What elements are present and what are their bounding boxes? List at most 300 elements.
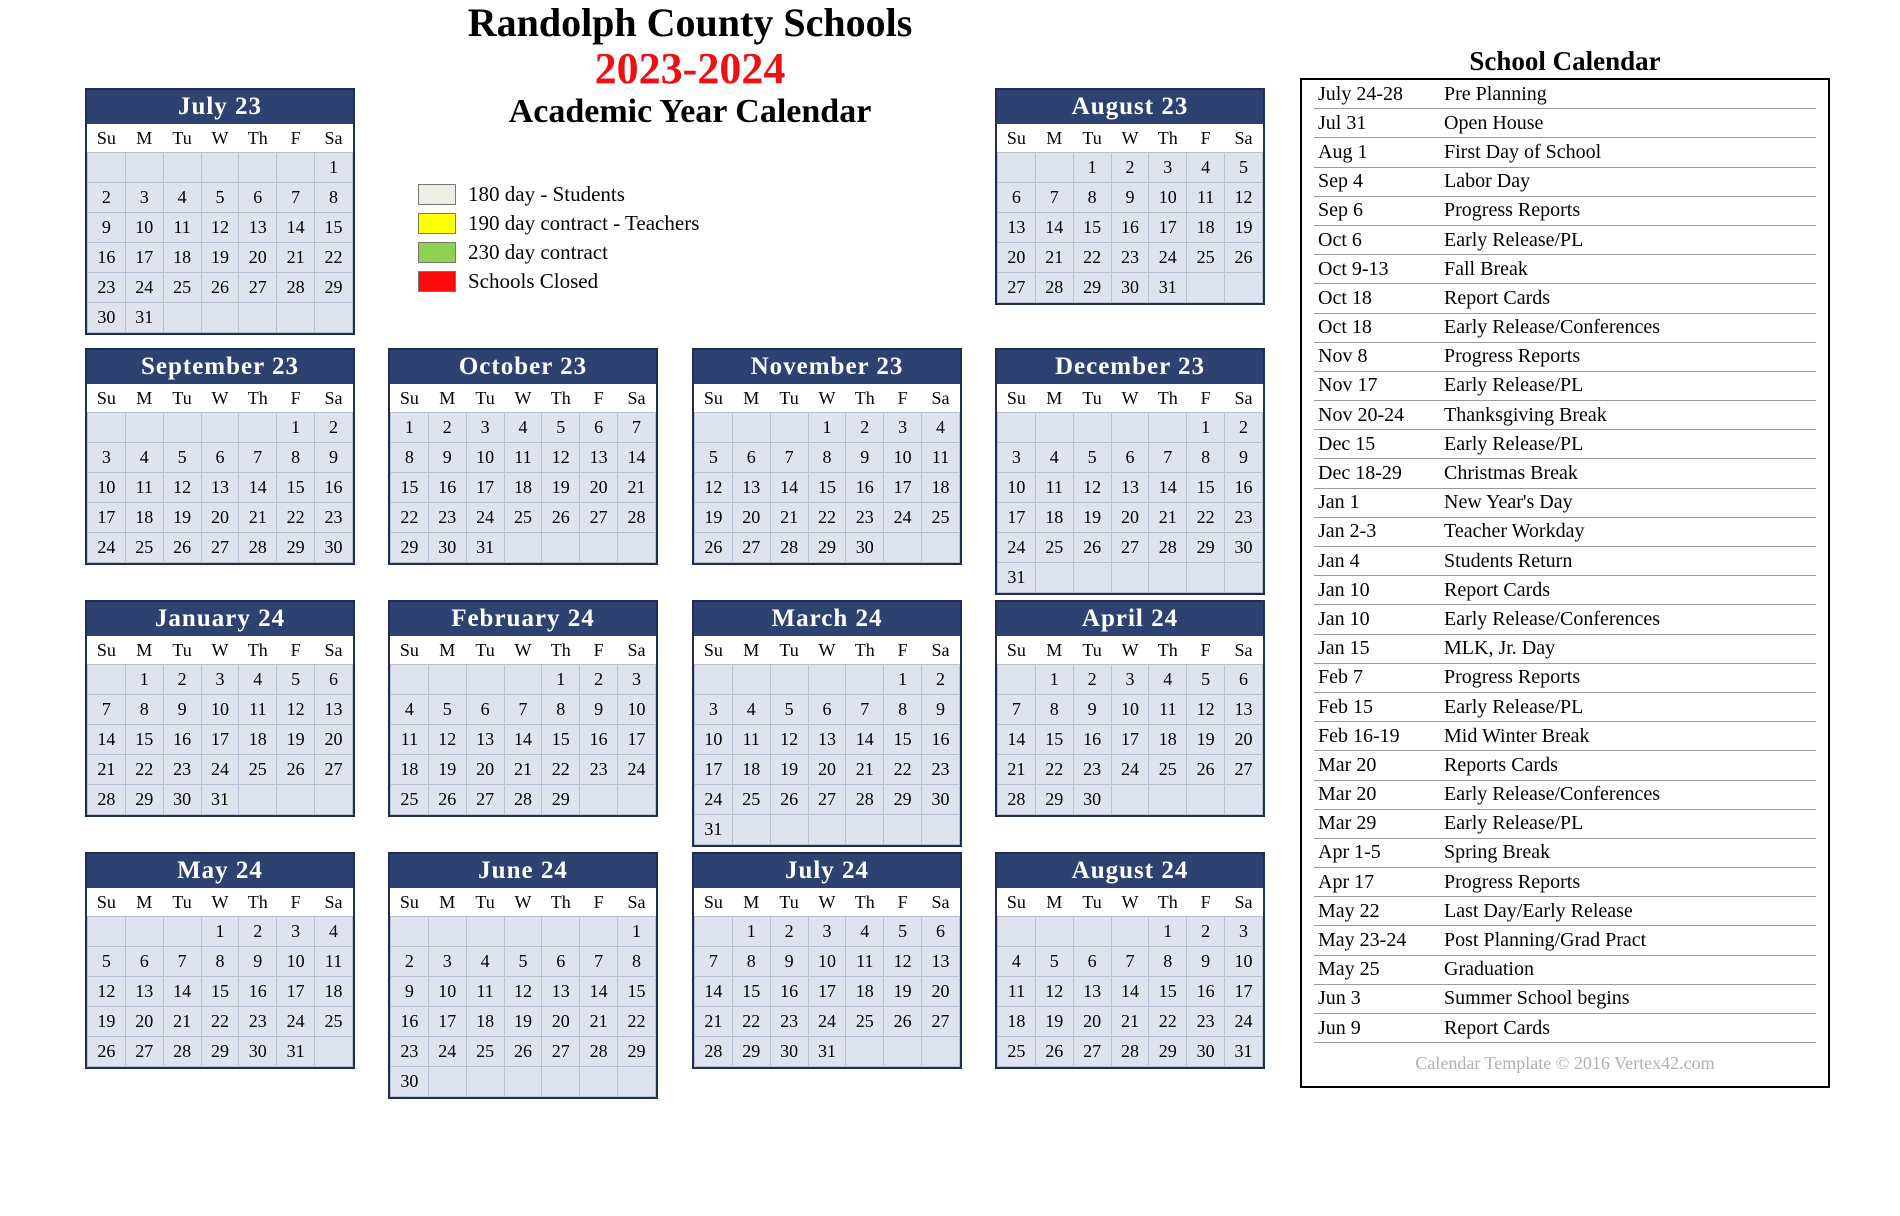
day-cell: 15 [732, 977, 770, 1007]
day-cell: 21 [846, 755, 884, 785]
week-row [88, 533, 353, 563]
day-cell: 1 [884, 665, 922, 695]
month-title: November 23 [694, 350, 960, 384]
month-block [995, 852, 1265, 1069]
event-list [1302, 80, 1828, 1043]
day-cell: 22 [808, 503, 846, 533]
day-cell: 27 [125, 1037, 163, 1067]
day-cell: 11 [466, 977, 504, 1007]
week-row [998, 563, 1263, 593]
empty-cell [580, 1067, 618, 1097]
month-title: July 23 [87, 90, 353, 124]
event-description: Mid Winter Break [1444, 724, 1590, 747]
week-row [695, 977, 960, 1007]
legend-swatch [418, 213, 456, 234]
week-row [88, 1037, 353, 1067]
day-cell: 24 [1111, 755, 1149, 785]
empty-cell [277, 785, 315, 815]
empty-cell [125, 917, 163, 947]
empty-cell [695, 665, 733, 695]
day-cell: 4 [1035, 443, 1073, 473]
week-row [695, 695, 960, 725]
empty-cell [201, 153, 239, 183]
weekday-header: Th [542, 636, 580, 665]
day-cell: 20 [125, 1007, 163, 1037]
weekday-header: Th [846, 384, 884, 413]
day-cell: 18 [846, 977, 884, 1007]
day-cell: 28 [998, 785, 1036, 815]
event-description: Students Return [1444, 549, 1573, 572]
day-cell: 15 [391, 473, 429, 503]
day-cell: 6 [1073, 947, 1111, 977]
day-cell: 26 [88, 1037, 126, 1067]
weekday-header: W [201, 888, 239, 917]
day-cell: 3 [125, 183, 163, 213]
day-cell: 10 [808, 947, 846, 977]
event-date: Mar 20 [1318, 783, 1377, 806]
event-date: Oct 18 [1318, 316, 1372, 339]
day-cell: 25 [846, 1007, 884, 1037]
day-cell: 3 [884, 413, 922, 443]
page-header [380, 0, 1000, 132]
day-cell: 11 [1149, 695, 1187, 725]
day-cell: 3 [998, 443, 1036, 473]
empty-cell [1111, 413, 1149, 443]
event-description: First Day of School [1444, 140, 1602, 163]
day-cell: 13 [1225, 695, 1263, 725]
empty-cell [391, 917, 429, 947]
day-cell: 3 [277, 917, 315, 947]
day-cell: 17 [428, 1007, 466, 1037]
day-cell: 3 [808, 917, 846, 947]
day-cell: 20 [922, 977, 960, 1007]
day-cell: 30 [315, 533, 353, 563]
weekday-header: Sa [315, 888, 353, 917]
day-cell: 7 [88, 695, 126, 725]
week-row [391, 977, 656, 1007]
day-cell: 8 [1149, 947, 1187, 977]
week-row [88, 273, 353, 303]
day-cell: 17 [884, 473, 922, 503]
day-cell: 4 [846, 917, 884, 947]
day-cell: 21 [770, 503, 808, 533]
day-cell: 27 [732, 533, 770, 563]
day-cell: 27 [239, 273, 277, 303]
day-cell: 9 [428, 443, 466, 473]
day-cell: 27 [542, 1037, 580, 1067]
day-cell: 10 [1149, 183, 1187, 213]
day-cell: 1 [1073, 153, 1111, 183]
empty-cell [695, 917, 733, 947]
weekday-header: W [1111, 124, 1149, 153]
day-cell: 24 [695, 785, 733, 815]
month-title: December 23 [997, 350, 1263, 384]
legend-item [418, 267, 699, 296]
month-table [87, 636, 353, 815]
day-cell: 21 [580, 1007, 618, 1037]
week-row [998, 665, 1263, 695]
day-cell: 30 [163, 785, 201, 815]
weekday-header: Tu [163, 636, 201, 665]
day-cell: 21 [239, 503, 277, 533]
empty-cell [770, 665, 808, 695]
month-title: July 24 [694, 854, 960, 888]
day-cell: 8 [732, 947, 770, 977]
day-cell: 13 [315, 695, 353, 725]
weekday-header: Tu [163, 124, 201, 153]
empty-cell [239, 303, 277, 333]
day-cell: 8 [1187, 443, 1225, 473]
weekday-header: Sa [315, 124, 353, 153]
day-cell: 24 [998, 533, 1036, 563]
day-cell: 2 [391, 947, 429, 977]
event-row [1314, 197, 1816, 226]
week-row [998, 273, 1263, 303]
day-cell: 7 [163, 947, 201, 977]
empty-cell [1225, 273, 1263, 303]
empty-cell [1035, 413, 1073, 443]
weekday-header: Su [695, 384, 733, 413]
day-cell: 16 [88, 243, 126, 273]
day-cell: 31 [1149, 273, 1187, 303]
weekday-header: M [428, 636, 466, 665]
week-row [695, 413, 960, 443]
week-row [391, 443, 656, 473]
day-cell: 12 [163, 473, 201, 503]
day-cell: 20 [580, 473, 618, 503]
day-cell: 29 [315, 273, 353, 303]
weekday-header: Th [239, 124, 277, 153]
day-cell: 26 [163, 533, 201, 563]
event-date: Jan 10 [1318, 578, 1370, 601]
empty-cell [201, 303, 239, 333]
day-cell: 9 [580, 695, 618, 725]
day-cell: 23 [1111, 243, 1149, 273]
week-row [998, 755, 1263, 785]
day-cell: 7 [1149, 443, 1187, 473]
event-date: Mar 29 [1318, 812, 1377, 835]
month-block [995, 600, 1265, 817]
event-description: Early Release/Conferences [1444, 607, 1661, 630]
event-date: Dec 18-29 [1318, 462, 1402, 485]
empty-cell [391, 665, 429, 695]
day-cell: 11 [391, 725, 429, 755]
day-cell: 8 [1035, 695, 1073, 725]
weekday-header: M [732, 888, 770, 917]
event-description: Progress Reports [1444, 666, 1581, 689]
weekday-header: M [125, 636, 163, 665]
month-block [692, 348, 962, 565]
day-cell: 22 [1035, 755, 1073, 785]
day-cell: 15 [618, 977, 656, 1007]
day-cell: 20 [542, 1007, 580, 1037]
day-cell: 16 [428, 473, 466, 503]
empty-cell [466, 665, 504, 695]
event-date: Nov 8 [1318, 345, 1368, 368]
week-row [998, 785, 1263, 815]
day-cell: 6 [201, 443, 239, 473]
empty-cell [239, 153, 277, 183]
day-cell: 11 [998, 977, 1036, 1007]
day-cell: 9 [1073, 695, 1111, 725]
day-cell: 13 [1073, 977, 1111, 1007]
day-cell: 5 [1187, 665, 1225, 695]
day-cell: 30 [88, 303, 126, 333]
empty-cell [504, 1067, 542, 1097]
weekday-header: W [504, 888, 542, 917]
weekday-header: Su [88, 124, 126, 153]
week-row [998, 917, 1263, 947]
week-row [998, 443, 1263, 473]
event-description: Open House [1444, 111, 1544, 134]
day-cell: 28 [1035, 273, 1073, 303]
event-row [1314, 751, 1816, 780]
event-row [1314, 605, 1816, 634]
day-cell: 18 [391, 755, 429, 785]
empty-cell [580, 785, 618, 815]
day-cell: 5 [201, 183, 239, 213]
empty-cell [770, 413, 808, 443]
event-date: Nov 20-24 [1318, 403, 1405, 426]
week-row [695, 503, 960, 533]
day-cell: 18 [922, 473, 960, 503]
empty-cell [998, 665, 1036, 695]
day-cell: 3 [466, 413, 504, 443]
day-cell: 4 [125, 443, 163, 473]
weekday-header: Sa [1225, 384, 1263, 413]
day-cell: 1 [277, 413, 315, 443]
day-cell: 19 [277, 725, 315, 755]
day-cell: 9 [391, 977, 429, 1007]
weekday-header: Sa [922, 636, 960, 665]
day-cell: 13 [922, 947, 960, 977]
week-row [88, 1007, 353, 1037]
weekday-header: Th [542, 888, 580, 917]
weekday-header: F [277, 636, 315, 665]
day-cell: 17 [998, 503, 1036, 533]
weekday-header: Su [695, 888, 733, 917]
month-title: January 24 [87, 602, 353, 636]
day-cell: 8 [808, 443, 846, 473]
weekday-header: M [125, 124, 163, 153]
event-date: Apr 1-5 [1318, 841, 1381, 864]
week-row [998, 243, 1263, 273]
month-table [997, 636, 1263, 815]
day-cell: 4 [504, 413, 542, 443]
day-cell: 7 [1111, 947, 1149, 977]
day-cell: 31 [808, 1037, 846, 1067]
day-cell: 28 [239, 533, 277, 563]
event-date: Nov 17 [1318, 374, 1378, 397]
day-cell: 7 [1035, 183, 1073, 213]
day-cell: 1 [201, 917, 239, 947]
event-row [1314, 109, 1816, 138]
event-date: Oct 9-13 [1318, 257, 1389, 280]
day-cell: 13 [732, 473, 770, 503]
day-cell: 12 [884, 947, 922, 977]
day-cell: 3 [618, 665, 656, 695]
week-row [998, 977, 1263, 1007]
day-cell: 30 [428, 533, 466, 563]
day-cell: 18 [998, 1007, 1036, 1037]
week-row [695, 443, 960, 473]
weekday-header: M [428, 384, 466, 413]
month-title: February 24 [390, 602, 656, 636]
weekday-header: Sa [618, 888, 656, 917]
day-cell: 24 [428, 1037, 466, 1067]
event-date: Jan 2-3 [1318, 520, 1377, 543]
event-date: Feb 16-19 [1318, 724, 1400, 747]
event-description: Post Planning/Grad Pract [1444, 929, 1647, 952]
weekday-header: Th [1149, 384, 1187, 413]
event-description: Early Release/PL [1444, 432, 1584, 455]
day-cell: 24 [201, 755, 239, 785]
empty-cell [1073, 917, 1111, 947]
week-row [88, 695, 353, 725]
empty-cell [1187, 273, 1225, 303]
empty-cell [125, 153, 163, 183]
weekday-header: Su [695, 636, 733, 665]
event-date: July 24-28 [1318, 82, 1403, 105]
event-date: Dec 15 [1318, 432, 1376, 455]
day-cell: 15 [1035, 725, 1073, 755]
day-cell: 12 [277, 695, 315, 725]
day-cell: 24 [125, 273, 163, 303]
day-cell: 16 [922, 725, 960, 755]
weekday-header: Sa [922, 384, 960, 413]
day-cell: 17 [808, 977, 846, 1007]
day-cell: 18 [315, 977, 353, 1007]
day-cell: 7 [695, 947, 733, 977]
day-cell: 11 [239, 695, 277, 725]
empty-cell [1149, 563, 1187, 593]
month-table [390, 384, 656, 563]
day-cell: 19 [1035, 1007, 1073, 1037]
day-cell: 12 [1225, 183, 1263, 213]
day-cell: 24 [1149, 243, 1187, 273]
event-description: Teacher Workday [1444, 520, 1585, 543]
week-row [88, 443, 353, 473]
event-date: Jun 9 [1318, 1016, 1361, 1039]
month-table [997, 124, 1263, 303]
month-title: June 24 [390, 854, 656, 888]
month-block [85, 600, 355, 817]
day-cell: 29 [277, 533, 315, 563]
day-cell: 31 [466, 533, 504, 563]
empty-cell [1187, 785, 1225, 815]
day-cell: 30 [922, 785, 960, 815]
week-row [998, 725, 1263, 755]
day-cell: 24 [466, 503, 504, 533]
weekday-header: Sa [1225, 888, 1263, 917]
day-cell: 17 [618, 725, 656, 755]
event-description: Report Cards [1444, 1016, 1551, 1039]
empty-cell [1111, 917, 1149, 947]
event-description: Report Cards [1444, 286, 1551, 309]
day-cell: 23 [1073, 755, 1111, 785]
day-cell: 24 [277, 1007, 315, 1037]
empty-cell [88, 413, 126, 443]
day-cell: 3 [1111, 665, 1149, 695]
empty-cell [808, 815, 846, 845]
empty-cell [1225, 785, 1263, 815]
day-cell: 18 [1187, 213, 1225, 243]
empty-cell [239, 785, 277, 815]
weekday-header: Tu [770, 888, 808, 917]
empty-cell [239, 413, 277, 443]
day-cell: 20 [1073, 1007, 1111, 1037]
event-description: Progress Reports [1444, 199, 1581, 222]
month-block [995, 348, 1265, 595]
day-cell: 22 [201, 1007, 239, 1037]
day-cell: 1 [808, 413, 846, 443]
week-row [695, 725, 960, 755]
week-row [391, 1067, 656, 1097]
day-cell: 5 [504, 947, 542, 977]
empty-cell [884, 1037, 922, 1067]
weekday-header: Sa [618, 636, 656, 665]
day-cell: 8 [125, 695, 163, 725]
empty-cell [922, 533, 960, 563]
day-cell: 25 [466, 1037, 504, 1067]
month-block [995, 88, 1265, 305]
day-cell: 5 [770, 695, 808, 725]
legend-item [418, 209, 699, 238]
empty-cell [1073, 563, 1111, 593]
week-row [695, 785, 960, 815]
day-cell: 20 [732, 503, 770, 533]
event-row [1314, 459, 1816, 488]
weekday-header: Tu [770, 384, 808, 413]
day-cell: 18 [1149, 725, 1187, 755]
day-cell: 3 [201, 665, 239, 695]
day-cell: 8 [542, 695, 580, 725]
week-row [998, 503, 1263, 533]
day-cell: 5 [1225, 153, 1263, 183]
day-cell: 22 [391, 503, 429, 533]
weekday-header: F [1187, 384, 1225, 413]
day-cell: 28 [580, 1037, 618, 1067]
panel-title: School Calendar [1469, 46, 1661, 76]
weekday-header: W [808, 384, 846, 413]
day-cell: 28 [695, 1037, 733, 1067]
day-cell: 2 [580, 665, 618, 695]
day-cell: 7 [618, 413, 656, 443]
empty-cell [315, 1037, 353, 1067]
event-description: Christmas Break [1444, 462, 1578, 485]
weekday-header: W [808, 636, 846, 665]
day-cell: 2 [1187, 917, 1225, 947]
empty-cell [618, 785, 656, 815]
empty-cell [1187, 563, 1225, 593]
event-date: Feb 7 [1318, 666, 1363, 689]
day-cell: 13 [808, 725, 846, 755]
day-cell: 7 [998, 695, 1036, 725]
day-cell: 25 [315, 1007, 353, 1037]
day-cell: 6 [466, 695, 504, 725]
day-cell: 29 [884, 785, 922, 815]
weekday-header: M [125, 384, 163, 413]
day-cell: 23 [315, 503, 353, 533]
day-cell: 20 [808, 755, 846, 785]
day-cell: 22 [1187, 503, 1225, 533]
day-cell: 15 [315, 213, 353, 243]
weekday-header: M [732, 384, 770, 413]
month-title: October 23 [390, 350, 656, 384]
day-cell: 2 [770, 917, 808, 947]
empty-cell [201, 413, 239, 443]
day-cell: 23 [88, 273, 126, 303]
